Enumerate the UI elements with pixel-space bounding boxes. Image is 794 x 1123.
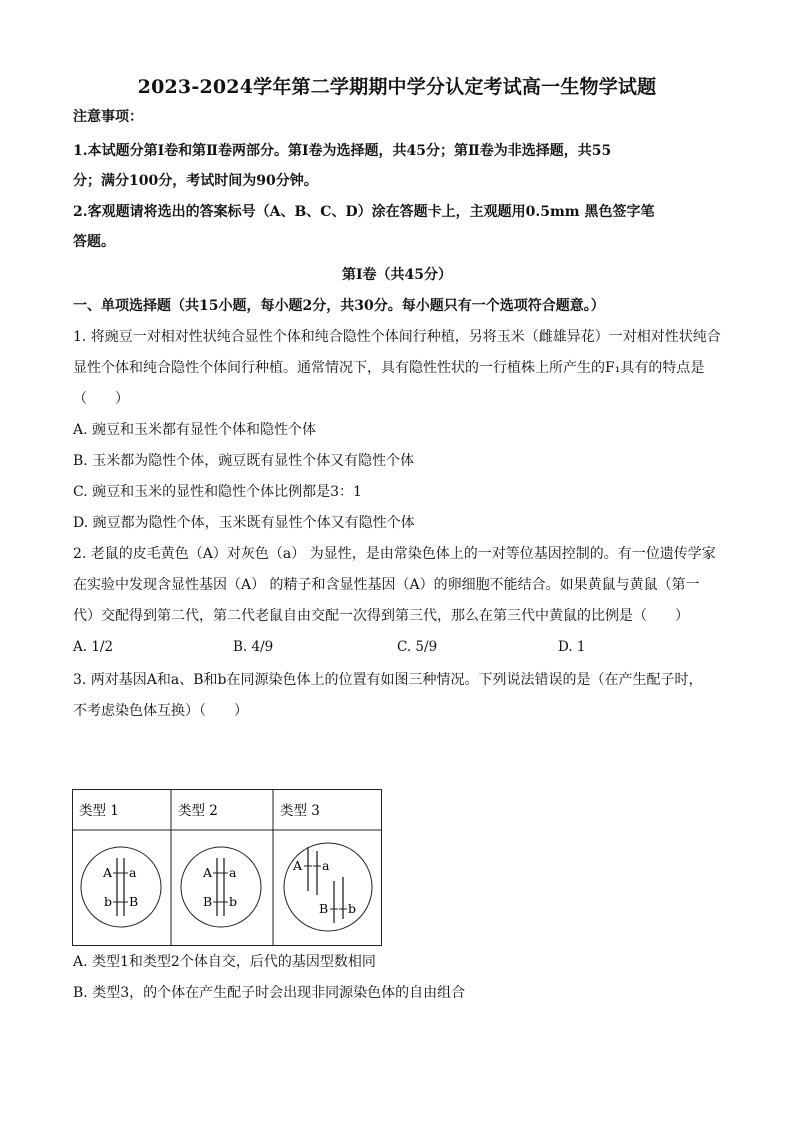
q3-stem-line-1: 3. 两对基因A和a、B和b在同源染色体上的位置有如图三种情况。下列说法错误的是（在产生配子时， bbox=[73, 672, 703, 688]
type-3-gene-bl: B bbox=[319, 901, 329, 916]
chromosome-figure-svg bbox=[72, 789, 384, 947]
section-heading: 第Ⅰ卷（共45分） bbox=[341, 267, 453, 283]
q1-option-a: A. 豌豆和玉米都有显性个体和隐性个体 bbox=[73, 422, 317, 438]
part-heading: 一、单项选择题（共15小题，每小题2分，共30分。每小题只有一个选项符合题意。） bbox=[73, 298, 605, 314]
type-1-cell bbox=[81, 847, 161, 927]
q1-option-c: C. 豌豆和玉米的显性和隐性个体比例都是3：1 bbox=[73, 484, 362, 500]
q1-stem-line-1: 1. 将豌豆一对相对性状纯合显性个体和纯合隐性个体间行种植，另将玉米（雌雄异花）一对相对性状纯合 bbox=[73, 329, 721, 345]
q2-option-c: C. 5/9 bbox=[397, 639, 438, 655]
type-1-gene-br: B bbox=[129, 894, 139, 909]
q2-stem-line-2: 在实验中发现含显性基因（A） 的精子和含显性基因（A）的卵细胞不能结合。如果黄鼠与黄鼠（第一 bbox=[73, 577, 700, 593]
q2-option-d: D. 1 bbox=[558, 639, 586, 655]
type-2-cell bbox=[181, 847, 261, 927]
q2-option-a: A. 1/2 bbox=[73, 639, 114, 655]
q3-option-a: A. 类型1和类型2个体自交，后代的基因型数相同 bbox=[73, 954, 376, 970]
q3-option-b: B. 类型3，的个体在产生配子时会出现非同源染色体的自由组合 bbox=[73, 985, 466, 1001]
q1-stem-line-3: （ ） bbox=[73, 391, 129, 407]
chromosome-figure bbox=[72, 789, 384, 951]
type-2-gene-tr: a bbox=[229, 865, 237, 880]
q2-stem-line-3: 代）交配得到第二代，第二代老鼠自由交配一次得到第三代，那么在第三代中黄鼠的比例是（ ） bbox=[73, 608, 689, 624]
type-1-gene-bl: b bbox=[104, 894, 113, 909]
q2-stem-line-1: 2. 老鼠的皮毛黄色（A）对灰色（a） 为显性，是由常染色体上的一对等位基因控制的。有一位遗传学家 bbox=[73, 546, 716, 562]
type-3-header: 类型 3 bbox=[280, 803, 320, 819]
notice-line-2b: 答题。 bbox=[73, 234, 115, 250]
type-1-header: 类型 1 bbox=[79, 803, 119, 819]
notice-line-1b: 分；满分100分，考试时间为90分钟。 bbox=[73, 173, 318, 189]
type-1-gene-tr: a bbox=[129, 865, 137, 880]
type-2-header: 类型 2 bbox=[178, 803, 218, 819]
notice-heading: 注意事项： bbox=[73, 109, 143, 125]
type-3-gene-br: b bbox=[348, 901, 357, 916]
notice-line-1a: 1.本试题分第Ⅰ卷和第Ⅱ卷两部分。第Ⅰ卷为选择题，共45分；第Ⅱ卷为非选择题，共55 bbox=[73, 143, 612, 159]
type-2-gene-bl: B bbox=[203, 894, 213, 909]
type-2-gene-br: b bbox=[229, 894, 238, 909]
type-1-gene-tl: A bbox=[103, 865, 113, 880]
type-3-gene-tl: A bbox=[293, 858, 303, 873]
q1-option-b: B. 玉米都为隐性个体，豌豆既有显性个体又有隐性个体 bbox=[73, 453, 415, 469]
q2-option-b: B. 4/9 bbox=[233, 639, 274, 655]
notice-line-2a: 2.客观题请将选出的答案标号（A、B、C、D）涂在答题卡上，主观题用0.5mm 黑色签字笔 bbox=[73, 204, 655, 220]
q1-stem-line-2: 显性个体和纯合隐性个体间行种植。通常情况下，具有隐性性状的一行植株上所产生的F₁具有的特点是 bbox=[73, 360, 705, 376]
type-3-cell bbox=[284, 843, 372, 931]
q1-option-d: D. 豌豆都为隐性个体，玉米既有显性个体又有隐性个体 bbox=[73, 515, 415, 531]
exam-title: 2023-2024学年第二学期期中学分认定考试高一生物学试题 bbox=[137, 76, 657, 98]
q3-stem-line-2: 不考虑染色体互换）（ ） bbox=[73, 703, 248, 719]
type-3-gene-tr: a bbox=[322, 858, 330, 873]
type-2-gene-tl: A bbox=[203, 865, 213, 880]
